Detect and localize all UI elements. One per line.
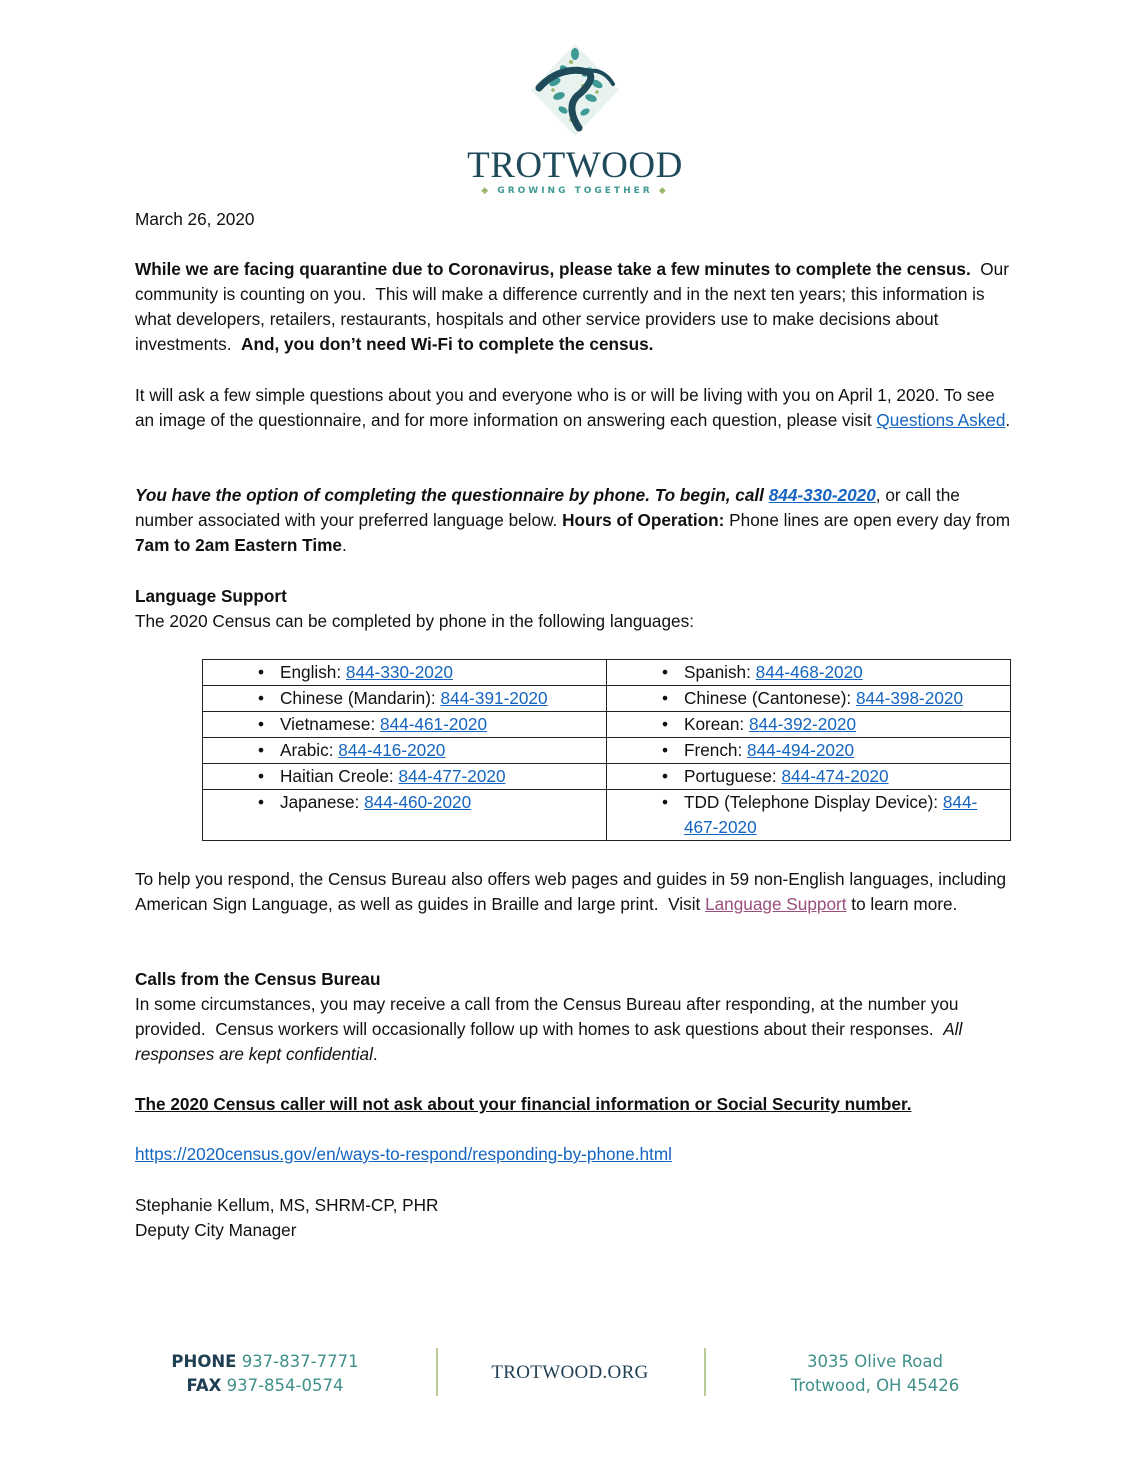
- questions-text: It will ask a few simple questions about you and everyone who is or will be living with you on April 1, 2020. To see an image of the questionnaire, and for more information on answering each question, please visit: [135, 385, 995, 430]
- language-phone-link[interactable]: 844-468-2020: [755, 662, 863, 682]
- questions-end: .: [1005, 410, 1011, 430]
- caller-warning: [135, 1092, 1015, 1117]
- language-row: [203, 660, 1011, 686]
- calls-text: In some circumstances, you may receive a call from the Census Bureau after responding, at the number you provided. Census workers will occasionally follow up with homes to ask questions about their responses.: [135, 994, 964, 1039]
- language-item: [203, 790, 606, 815]
- language-item: [607, 764, 1010, 789]
- web-guides-end: to learn more.: [846, 894, 958, 914]
- warning-text: The 2020 Census caller will not ask about your financial information or Social Security number.: [135, 1094, 912, 1114]
- language-label: Korean:: [684, 714, 749, 734]
- signature-title: Deputy City Manager: [135, 1220, 297, 1240]
- language-row: [203, 790, 1011, 841]
- footer-contact: [150, 1350, 380, 1398]
- language-phone-link[interactable]: 844-477-2020: [398, 766, 506, 786]
- bullet-icon: •: [662, 792, 669, 812]
- language-label: Arabic:: [280, 740, 339, 760]
- letterhead-footer: [150, 1340, 1000, 1410]
- hours-label: Hours of Operation:: [562, 510, 725, 530]
- language-item: [607, 790, 1010, 840]
- language-phone-table: [202, 659, 1011, 841]
- intro-bold-lead: While we are facing quarantine due to Coronavirus, please take a few minutes to complete the census.: [135, 259, 971, 279]
- language-label: Vietnamese:: [280, 714, 381, 734]
- address-line-1: 3035 Olive Road: [807, 1352, 943, 1371]
- footer-address: [750, 1350, 1000, 1398]
- language-label: Chinese (Mandarin):: [280, 688, 441, 708]
- footer-phone: 937-837-7771: [241, 1352, 359, 1371]
- language-phone-link[interactable]: 844-392-2020: [748, 714, 857, 734]
- language-phone-link[interactable]: 844-461-2020: [380, 714, 488, 734]
- tagline-text: GROWING TOGETHER: [497, 186, 653, 196]
- language-support-link[interactable]: Language Support: [705, 894, 847, 914]
- phone-option-text: , or call the number associated with your preferred language below.: [135, 485, 960, 530]
- address-line-2: Trotwood, OH 45426: [790, 1376, 960, 1395]
- language-phone-link[interactable]: 844-474-2020: [781, 766, 889, 786]
- language-cell: [607, 790, 1011, 841]
- questions-paragraph: [135, 383, 1015, 433]
- intro-bold-tail: And, you don’t need Wi-Fi to complete the census.: [241, 334, 654, 354]
- bullet-icon: •: [258, 766, 265, 786]
- language-item: [607, 738, 1010, 763]
- language-row: [203, 712, 1011, 738]
- date-text: March 26, 2020: [135, 209, 255, 229]
- language-label: Chinese (Cantonese):: [684, 688, 856, 708]
- ornament-icon: ◆: [658, 186, 669, 196]
- language-item: [203, 764, 606, 789]
- language-phone-link[interactable]: 844-330-2020: [345, 662, 453, 682]
- language-label: Spanish:: [684, 662, 756, 682]
- language-phone-link[interactable]: 844-398-2020: [855, 688, 964, 708]
- bullet-icon: •: [258, 792, 265, 812]
- footer-fax: 937-854-0574: [226, 1376, 344, 1395]
- language-cell: [203, 712, 607, 738]
- fax-label: FAX: [186, 1376, 222, 1395]
- trotwood-logo: [435, 40, 715, 205]
- intro-text: Our community is counting on you. This will make a difference currently and in the next ten years; this information is what developers, retailers, restaurants, hospitals and other service providers use to make decisions about investments.: [135, 259, 1014, 354]
- language-item: [607, 712, 1010, 737]
- language-item: [203, 712, 606, 737]
- web-guides-text: To help you respond, the Census Bureau also offers web pages and guides in 59 non-English languages, including American Sign Language, as well as guides in Braille and large print. Visit: [135, 869, 1010, 914]
- calls-end: .: [372, 1044, 378, 1064]
- language-cell: [607, 660, 1011, 686]
- calls-heading: Calls from the Census Bureau: [135, 969, 381, 989]
- hours-text: Phone lines are open every day from: [724, 510, 1011, 530]
- language-label: Portuguese:: [684, 766, 782, 786]
- letter-date: [135, 207, 1015, 232]
- language-cell: [607, 686, 1011, 712]
- bullet-icon: •: [662, 766, 669, 786]
- language-row: [203, 764, 1011, 790]
- census-url-line: [135, 1142, 1015, 1167]
- bullet-icon: •: [258, 714, 265, 734]
- signature-block: [135, 1193, 1015, 1243]
- tree-diamond-icon: [525, 40, 625, 140]
- language-phone-link[interactable]: 844-467-2020: [684, 792, 978, 837]
- language-phone-link[interactable]: 844-391-2020: [440, 688, 548, 708]
- bullet-icon: •: [662, 662, 669, 682]
- language-cell: [203, 660, 607, 686]
- language-cell: [607, 712, 1011, 738]
- bullet-icon: •: [662, 714, 669, 734]
- language-row: [203, 686, 1011, 712]
- signature-name: Stephanie Kellum, MS, SHRM-CP, PHR: [135, 1195, 439, 1215]
- language-cell: [607, 738, 1011, 764]
- language-item: [203, 686, 606, 711]
- language-label: Japanese:: [280, 792, 365, 812]
- phone-option-lead: You have the option of completing the questionnaire by phone. To begin, call: [135, 485, 769, 505]
- bullet-icon: •: [662, 740, 669, 760]
- language-phone-link[interactable]: 844-460-2020: [364, 792, 472, 812]
- calls-section: [135, 967, 1015, 1067]
- language-label: Haitian Creole:: [280, 766, 399, 786]
- language-support-intro: The 2020 Census can be completed by phone in the following languages:: [135, 611, 694, 631]
- language-label: English:: [280, 662, 346, 682]
- web-guides-paragraph: [135, 867, 1015, 917]
- language-cell: [203, 686, 607, 712]
- language-item: [203, 660, 606, 685]
- logo-tagline: [435, 186, 715, 196]
- language-cell: [203, 790, 607, 841]
- bullet-icon: •: [258, 740, 265, 760]
- bullet-icon: •: [662, 688, 669, 708]
- bullet-icon: •: [258, 662, 265, 682]
- language-item: [607, 686, 1010, 711]
- language-support-heading: Language Support: [135, 586, 287, 606]
- language-item: [607, 660, 1010, 685]
- phone-label: PHONE: [171, 1352, 237, 1371]
- language-phone-link[interactable]: 844-416-2020: [338, 740, 446, 760]
- language-phone-link[interactable]: 844-494-2020: [747, 740, 855, 760]
- phone-option-paragraph: [135, 483, 1015, 558]
- bullet-icon: •: [258, 688, 265, 708]
- main-phone-link[interactable]: 844-330-2020: [768, 485, 876, 505]
- language-cell: [203, 738, 607, 764]
- language-row: [203, 738, 1011, 764]
- language-item: [203, 738, 606, 763]
- language-cell: [203, 764, 607, 790]
- confidential-note: All responses are kept confidential: [135, 1019, 963, 1064]
- ornament-icon: ◆: [481, 186, 492, 196]
- footer-website: TROTWOOD.ORG: [491, 1362, 649, 1383]
- language-label: TDD (Telephone Display Device):: [684, 792, 943, 812]
- questions-asked-link[interactable]: Questions Asked: [876, 410, 1006, 430]
- language-cell: [607, 764, 1011, 790]
- intro-paragraph: [135, 257, 1015, 357]
- footer-divider: [704, 1348, 706, 1396]
- footer-divider: [436, 1348, 438, 1396]
- hours-value: 7am to 2am Eastern Time: [135, 535, 342, 555]
- census-url-link[interactable]: https://2020census.gov/en/ways-to-respond/responding-by-phone.html: [135, 1144, 672, 1164]
- language-label: French:: [684, 740, 748, 760]
- hours-end: .: [341, 535, 347, 555]
- language-support-section: [135, 584, 1015, 634]
- logo-wordmark: TROTWOOD: [467, 145, 683, 186]
